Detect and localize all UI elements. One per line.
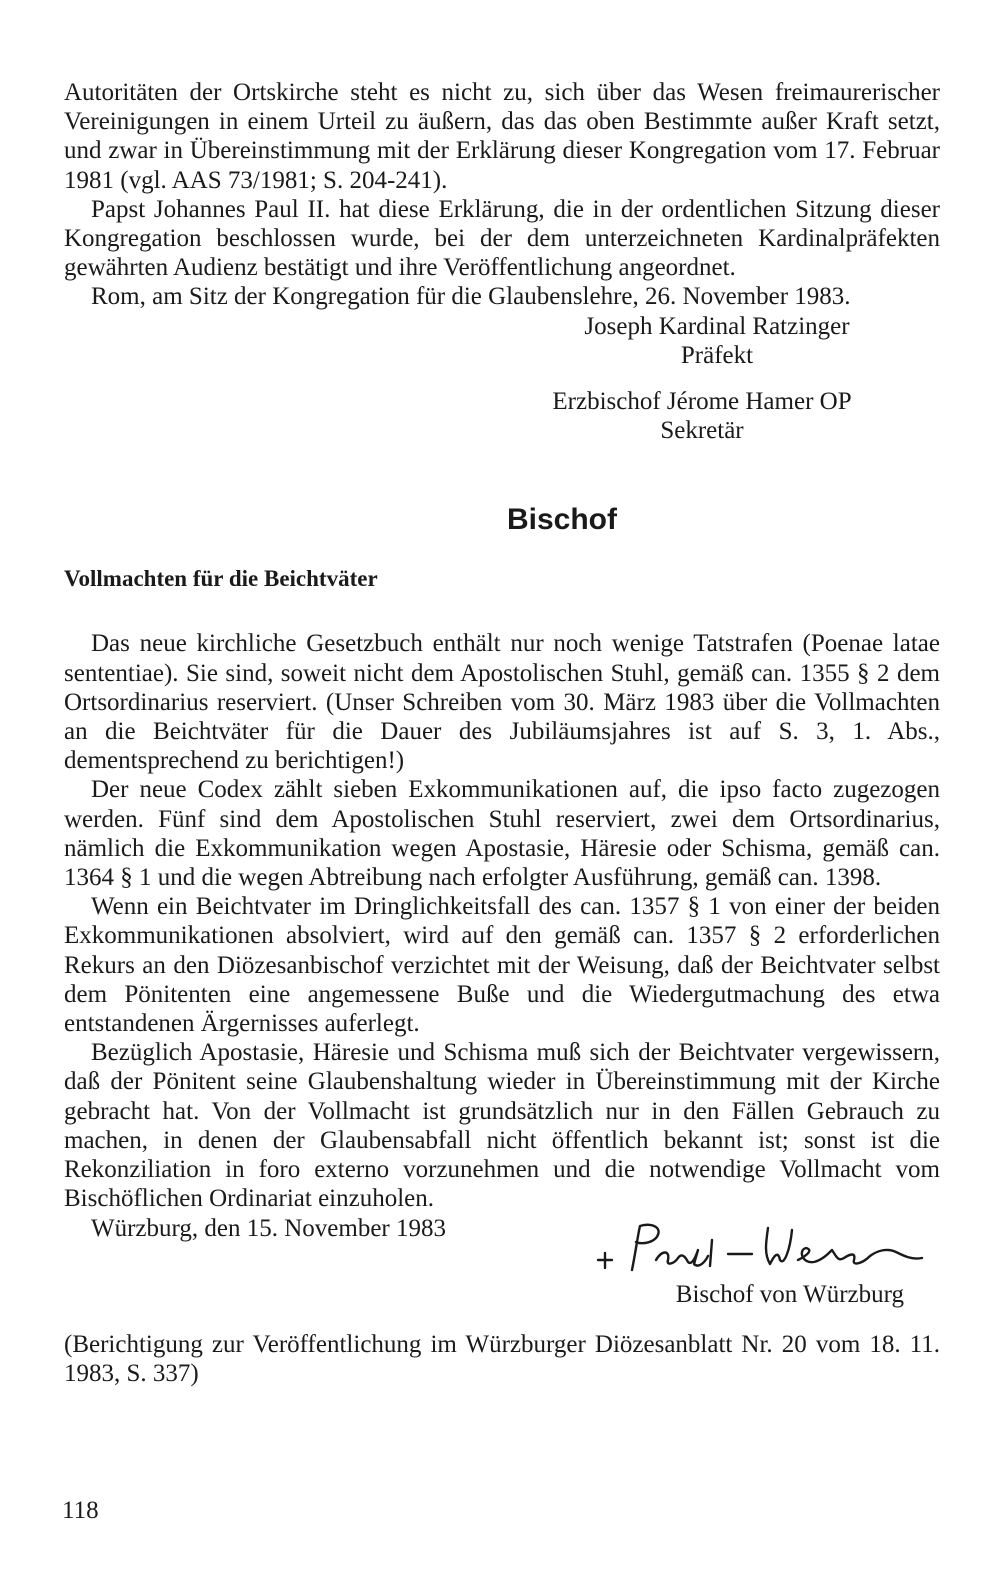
section-body [64,629,940,1213]
paragraph: Papst Johannes Paul II. hat diese Erklärung, die in der ordentlichen Sitzung dieser Kongregation beschlossen wurde, bei der dem unterzeichneten Kardinalpräfekten gewährten Audienz bestätigt und ihre Veröffentlichung angeordnet. [64,195,940,282]
signer-role: Bischof von Würzburg [675,1280,904,1308]
signatory-title: Sekretär [660,417,744,445]
paragraph: Wenn ein Beichtvater im Dringlichkeitsfall des can. 1357 § 1 von einer der beiden Exkommunikationen absolviert, wird auf den gemäß can. 1357 § 2 erforderlichen Rekurs an den Diözesanbischof verzichtet mit der Weisung, daß der Beichtvater selbst dem Pönitenten eine angemessene Buße und die Wiedergutmachung des etwa entstandenen Ärgernisses auferlegt. [64,893,940,1038]
closing-block [64,1214,940,1314]
section-heading: Bischof [506,503,617,537]
paragraph: Autoritäten der Ortskirche steht es nicht zu, sich über das Wesen freimaurerischer Vereinigungen in einem Urteil zu äußern, das das oben Bestimmte außer Kraft setzt, und zwar in Übereinstimmung mit der Erklärung dieser Kongregation vom 17. Februar 1981 (vgl. AAS 73/1981; S. 204-241). [64,79,940,194]
signatory-name: Joseph Kardinal Ratzinger [584,312,850,340]
correction-note: (Berichtigung zur Veröffentlichung im Würzburger Diözesanblatt Nr. 20 vom 18. 11. 1983, S. 337) [64,1330,940,1387]
page-number: 118 [62,1497,99,1524]
document-page [64,78,940,1388]
signatory-block [464,387,940,445]
signatory-name: Erzbischof Jérome Hamer OP [552,388,852,416]
paragraph: Das neue kirchliche Gesetzbuch enthält nur noch wenige Tatstrafen (Poenae latae sententiae). Sie sind, soweit nicht dem Apostolischen Stuhl, gemäß can. 1355 § 2 dem Ortsordinarius reserviert. (Unser Schreiben vom 30. März 1983 über die Vollmachten an die Beichtväter für die Dauer des Jubiläumsjahres ist auf S. 3, 1. Abs., dementsprechend zu berichtigen!) [64,630,940,775]
signatory-title: Präfekt [680,341,754,369]
place-date: Würzburg, den 15. November 1983 [91,1214,447,1242]
paragraph: Rom, am Sitz der Kongregation für die Glaubenslehre, 26. November 1983. [91,283,851,311]
subheading: Vollmachten für die Beichtväter [64,566,378,592]
paragraph: Bezüglich Apostasie, Häresie und Schisma muß sich der Beichtvater vergewissern, daß der Pönitent seine Glaubenshaltung wieder in Übereinstimmung mit der Kirche gebracht hat. Von der Vollmacht ist grundsätzlich nur in den Fällen Gebrauch zu machen, in denen der Glaubensabfall nicht öffentlich bekannt ist; sonst ist die Rekonziliation in foro externo vorzunehmen und die notwendige Vollmacht vom Bischöflichen Ordinariat einzuholen. [64,1039,940,1213]
paragraph: Der neue Codex zählt sieben Exkommunikationen auf, die ipso facto zugezogen werden. Fünf sind dem Apostolischen Stuhl reserviert, zwei dem Ortsordinarius, nämlich die Exkommunikation wegen Apostasie, Häresie oder Schisma, gemäß can. 1364 § 1 und die wegen Abtreibung nach erfolgter Ausführung, gemäß can. 1398. [64,776,940,892]
handwritten-signature [592,1220,952,1280]
signatory-block [494,312,940,370]
